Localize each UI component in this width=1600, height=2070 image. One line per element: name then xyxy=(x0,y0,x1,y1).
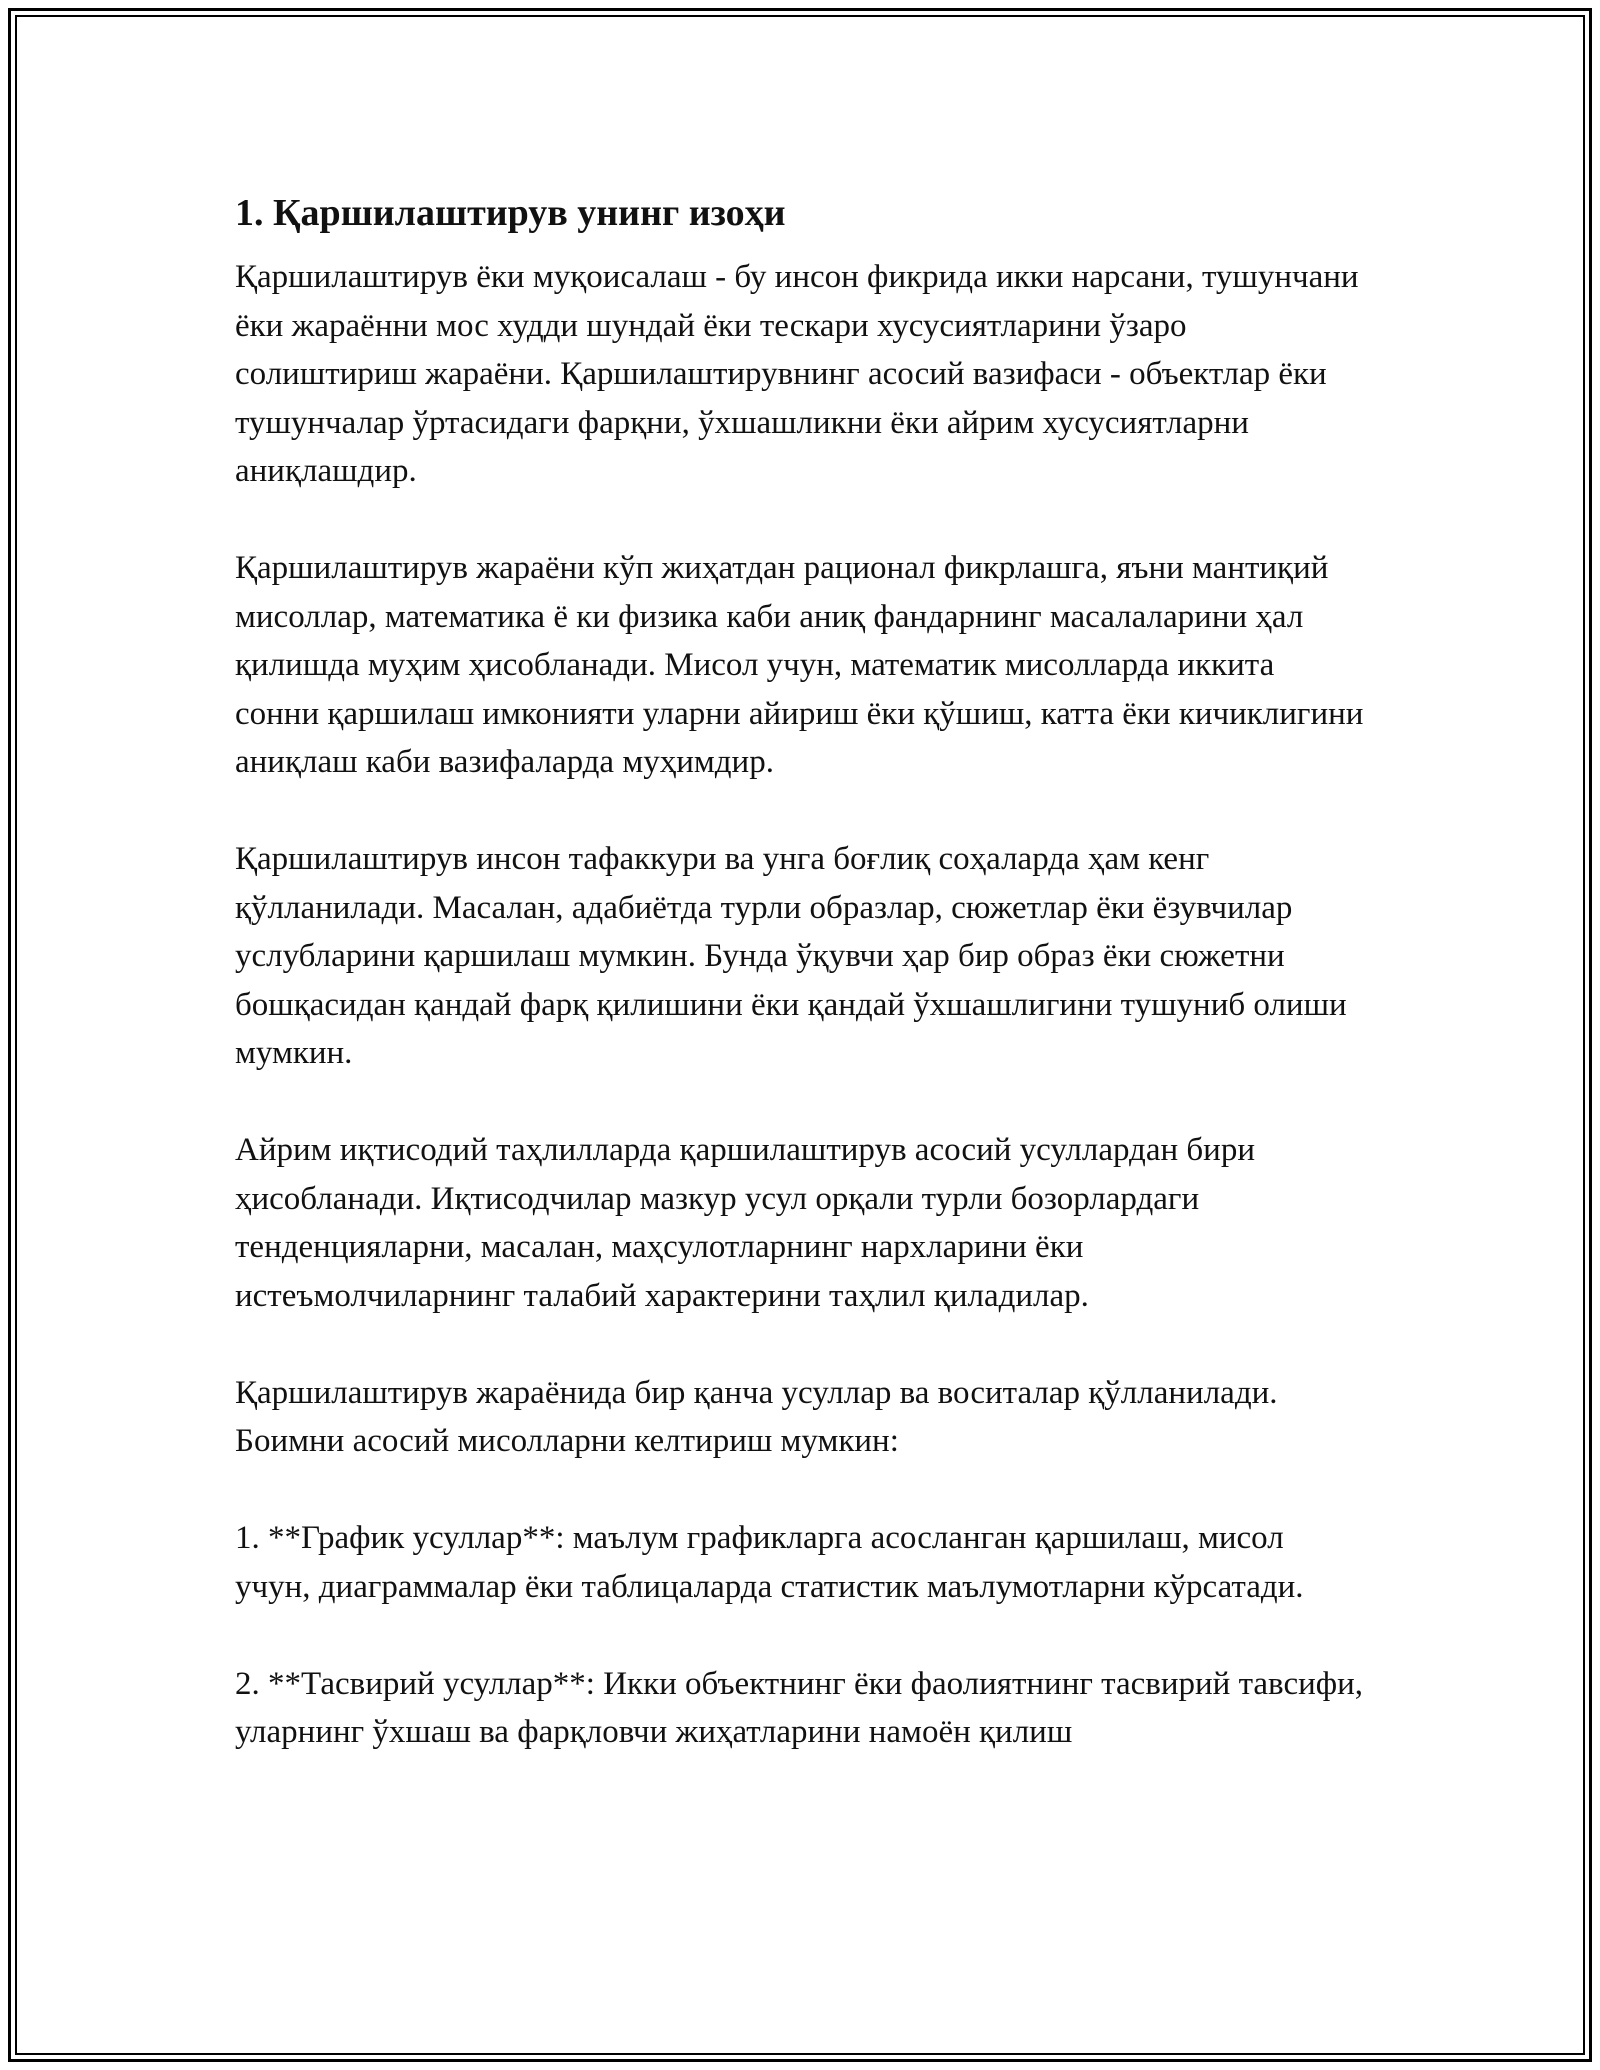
list-item-descriptive-methods: 2. **Тасвирий усуллар**: Икки объектнинг ёки фаолиятнинг тасвирий тавсифи, уларнинг ўхшаш ва фарқловчи жиҳатларини намоён қилиш xyxy=(235,1665,1364,1750)
paragraph-economics: Айрим иқтисодий таҳлилларда қаршилаштирув асосий усуллардан бири ҳисобланади. Иқтисодчилар мазкур усул орқали турли бозорлардаги тенденцияларни, масалан, маҳсулотларнинг нархларини ёки истеъмолчиларнинг талабий характерини таҳлил қиладилар. xyxy=(235,1132,1256,1314)
list-item-graphic-methods: 1. **График усуллар**: маълум графикларга асосланган қаршилаш, мисол учун, диаграммалар ёки таблицаларда статистик маълумотларни кўрсатади. xyxy=(235,1520,1304,1605)
paragraph-literature: Қаршилаштирув инсон тафаккури ва унга боғлиқ соҳаларда ҳам кенг қўлланилади. Масалан, адабиётда турли образлар, сюжетлар ёки ёзувчилар услубларини қаршилаш мумкин. Бунда ўқувчи ҳар бир образ ёки сюжетни бошқасидан қандай фарқ қилишини ёки қандай ўхшашлигини тушуниб олиши мумкин. xyxy=(235,841,1347,1071)
section-heading: 1. Қаршилаштирув унинг изоҳи xyxy=(235,192,786,234)
paragraph-rational-thinking: Қаршилаштирув жараёни кўп жиҳатдан рационал фикрлашга, яъни мантиқий мисоллар, математика ё ки физика каби аниқ фандарнинг масалаларини ҳал қилишда муҳим ҳисобланади. Мисол учун, математик мисолларда иккита сонни қаршилаш имконияти уларни айириш ёки қўшиш, катта ёки кичиклигини аниқлаш каби вазифаларда муҳимдир. xyxy=(235,550,1364,780)
document-body xyxy=(235,185,1365,1757)
paragraph-definition: Қаршилаштирув ёки муқоисалаш - бу инсон фикрида икки нарсани, тушунчани ёки жараённи мос худди шундай ёки тескари хусусиятларини ўзаро солиштириш жараёни. Қаршилаштирувнинг асосий вазифаси - объектлар ёки тушунчалар ўртасидаги фарқни, ўхшашликни ёки айрим хусусиятларни аниқлашдир. xyxy=(235,259,1359,489)
paragraph-methods-intro: Қаршилаштирув жараёнида бир қанча усуллар ва воситалар қўлланилади. Боимни асосий мисолларни келтириш мумкин: xyxy=(235,1374,1278,1459)
